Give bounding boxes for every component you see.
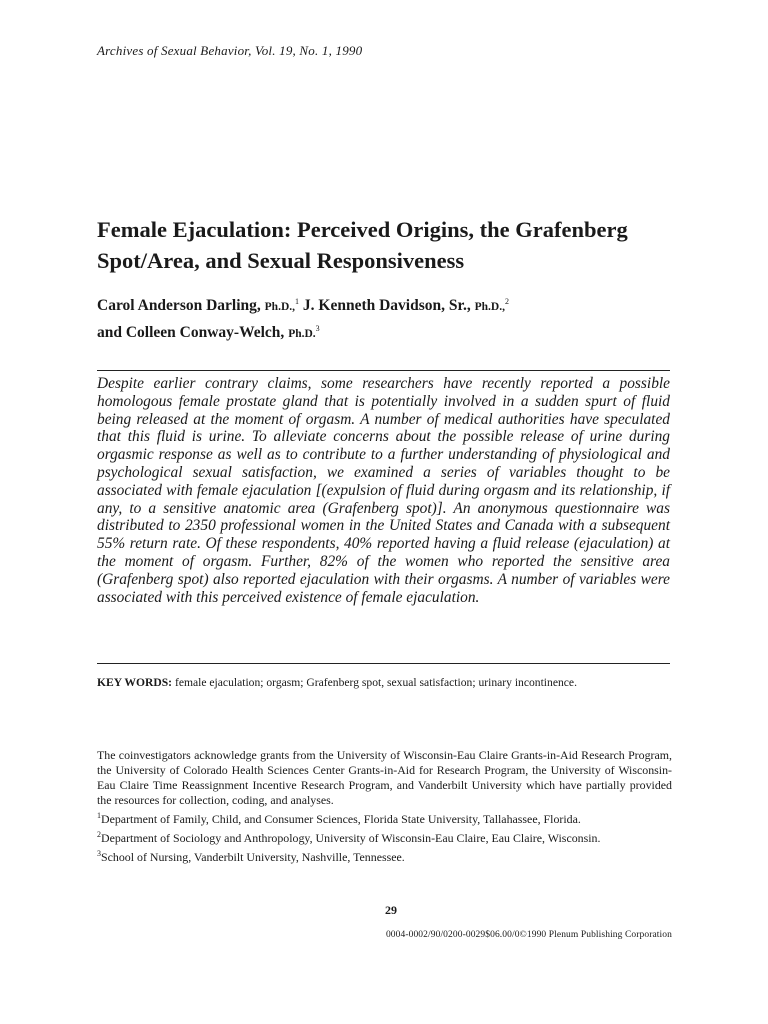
footnote-number: 2 bbox=[97, 829, 101, 839]
author-degree: Ph.D., bbox=[264, 301, 296, 314]
author-footnote-marker: 3 bbox=[315, 324, 320, 334]
footnotes bbox=[97, 748, 672, 865]
keywords-text: female ejaculation; orgasm; Grafenberg spot, sexual satisfaction; urinary incontinence. bbox=[174, 676, 577, 689]
author-name: Carol Anderson Darling, bbox=[97, 297, 261, 315]
footnote-text: Department of Sociology and Anthropology, University of Wisconsin-Eau Claire, Eau Claire, Wisconsin. bbox=[101, 830, 601, 845]
publisher-line: 0004-0002/90/0200-0029$06.00/0©1990 Plenum Publishing Corporation bbox=[385, 930, 672, 940]
affiliation-footnote bbox=[97, 808, 672, 827]
author-degree: Ph.D., bbox=[474, 301, 505, 314]
abstract-bottom-rule bbox=[97, 663, 670, 664]
footnote-number: 1 bbox=[97, 811, 101, 820]
abstract: Despite earlier contrary claims, some researchers have recently reported a possible homologous female prostate gland that is potentially involved in a sudden spurt of fluid being released at the moment of orgasm. A number of medical authorities have speculated that this fluid is urine. To alleviate concerns about the possible release of urine during orgasmic response as well as to contribute to a further understanding of physiological and psychological sexual satisfaction, we examined a series of variables thought to be associated with female ejaculation [(expulsion of fluid during orgasm and its relationship, if any, to a sensitive anatomic area (Grafenberg spot)]. An anonymous questionnaire was distributed to 2350 professional women in the United States and Canada with a subsequent 55% return rate. Of these respondents, 40% reported having a fluid release (ejaculation) at the moment of orgasm. Further, 82% of the women who reported the sensitive area (Grafenberg spot) also reported ejaculation with their orgasms. A number of variables were associated with this perceived existence of female ejaculation. bbox=[97, 375, 670, 606]
footnote-number: 3 bbox=[97, 848, 101, 858]
acknowledgment-footnote: The coinvestigators acknowledge grants from the University of Wisconsin-Eau Claire Grants-in-Aid Research Program, the University of Colorado Health Sciences Center Grants-in-Aid for Research Program, the University of Wisconsin-Eau Claire Time Reassignment Incentive Research Program, and Vanderbilt University which have partially provided the resources for collection, coding, and analyses. bbox=[97, 748, 672, 807]
author-degree: Ph.D. bbox=[288, 328, 316, 341]
journal-header: Archives of Sexual Behavior, Vol. 19, No. 1, 1990 bbox=[97, 43, 363, 58]
affiliation-footnote bbox=[97, 827, 672, 846]
abstract-top-rule bbox=[97, 370, 670, 371]
author-name: and Colleen Conway-Welch, bbox=[97, 324, 285, 342]
footnote-text: Department of Family, Child, and Consumer Sciences, Florida State University, Tallahassee, Florida. bbox=[101, 811, 581, 826]
keywords bbox=[97, 675, 670, 690]
article-title: Female Ejaculation: Perceived Origins, the Grafenberg Spot/Area, and Sexual Responsiveness bbox=[97, 217, 628, 273]
page-number: 29 bbox=[385, 903, 397, 917]
author-footnote-marker: 1 bbox=[295, 297, 300, 306]
footnote-text: School of Nursing, Vanderbilt University, Nashville, Tennessee. bbox=[101, 849, 405, 864]
author-list bbox=[97, 291, 687, 345]
affiliation-footnote bbox=[97, 846, 672, 865]
author-footnote-marker: 2 bbox=[504, 297, 509, 306]
keywords-label: KEY WORDS: bbox=[97, 676, 173, 689]
author-name: J. Kenneth Davidson, Sr., bbox=[302, 297, 471, 315]
